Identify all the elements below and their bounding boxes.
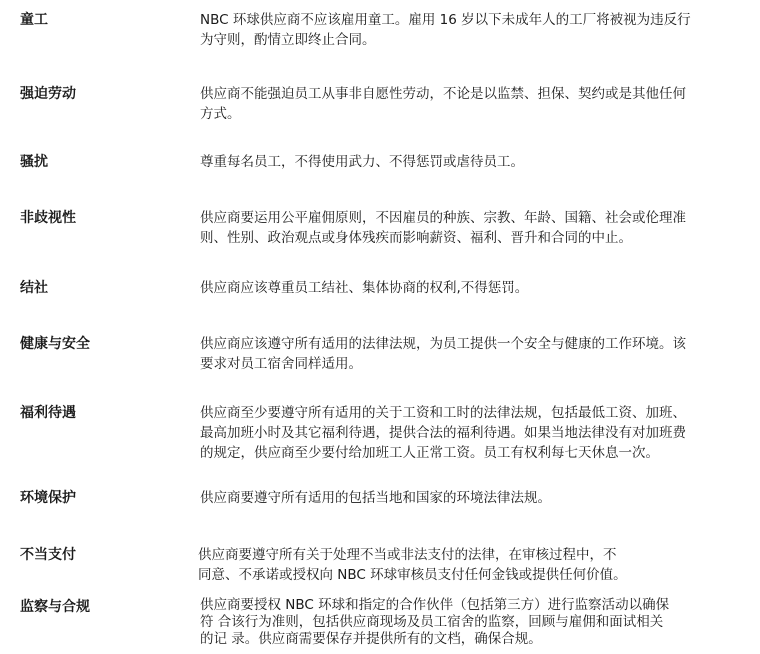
policy-text-line: 供应商应该尊重员工结社、集体协商的权利,不得惩罚。 [200, 280, 529, 296]
policy-text-line: 同意、不承诺或授权向 NBC 环球审核员支付任何金钱或提供任何价值。 [198, 567, 627, 583]
policy-description [200, 84, 686, 124]
policy-text-line: 要求对员工宿舍同样适用。 [200, 356, 362, 372]
policy-description [198, 545, 627, 585]
policy-description [200, 488, 551, 508]
policy-text-line: 最高加班小时及其它福利待遇，提供合法的福利待遇。如果当地法律没有对加班费 [200, 425, 686, 441]
policy-description [200, 278, 528, 298]
policy-term: 监察与合规 [20, 599, 90, 615]
policy-term: 非歧视性 [20, 210, 76, 226]
policy-text-line: 尊重每名员工，不得使用武力、不得惩罚或虐待员工。 [200, 154, 524, 170]
policy-term: 不当支付 [20, 547, 76, 563]
policy-term: 童工 [20, 12, 48, 28]
policy-text-line: 符 合该行为准则，包括供应商现场及员工宿舍的监察，回顾与雇佣和面试相关 [200, 614, 664, 630]
policy-description [200, 10, 691, 50]
policy-description [200, 152, 524, 172]
policy-text-line: NBC 环球供应商不应该雇用童工。雇用 16 岁以下未成年人的工厂将被视为违反行 [200, 12, 691, 28]
policy-term: 福利待遇 [20, 405, 76, 421]
policy-text-line: 供应商应该遵守所有适用的法律法规，为员工提供一个安全与健康的工作环境。该 [200, 336, 686, 352]
policy-term: 结社 [20, 280, 48, 296]
policy-text-line: 供应商至少要遵守所有适用的关于工资和工时的法律法规，包括最低工资、加班、 [200, 405, 686, 421]
policy-term: 环境保护 [20, 490, 76, 506]
policy-text-line: 供应商要遵守所有关于处理不当或非法支付的法律，在审核过程中，不 [198, 547, 617, 563]
policy-term: 强迫劳动 [20, 86, 76, 102]
policy-description [200, 403, 686, 463]
policy-text-line: 的记 录。供应商需要保存并提供所有的文档，确保合规。 [200, 631, 542, 647]
policy-term: 骚扰 [20, 154, 48, 170]
policy-text-line: 为守则，酌情立即终止合同。 [200, 32, 376, 48]
policy-term: 健康与安全 [20, 336, 90, 352]
policy-description [200, 334, 686, 374]
policy-description [200, 597, 669, 648]
policy-text-line: 的规定，供应商至少要付给加班工人正常工资。员工有权利每七天休息一次。 [200, 445, 659, 461]
policy-text-line: 供应商要遵守所有适用的包括当地和国家的环境法律法规。 [200, 490, 551, 506]
policy-text-line: 则、性别、政治观点或身体残疾而影响薪资、福利、晋升和合同的中止。 [200, 230, 632, 246]
policy-text-line: 方式。 [200, 106, 241, 122]
policy-text-line: 供应商要运用公平雇佣原则，不因雇员的种族、宗教、年龄、国籍、社会或伦理准 [200, 210, 686, 226]
policy-description [200, 208, 686, 248]
policy-text-line: 供应商不能强迫员工从事非自愿性劳动，不论是以监禁、担保、契约或是其他任何 [200, 86, 686, 102]
policy-text-line: 供应商要授权 NBC 环球和指定的合作伙伴（包括第三方）进行监察活动以确保 [200, 597, 670, 613]
